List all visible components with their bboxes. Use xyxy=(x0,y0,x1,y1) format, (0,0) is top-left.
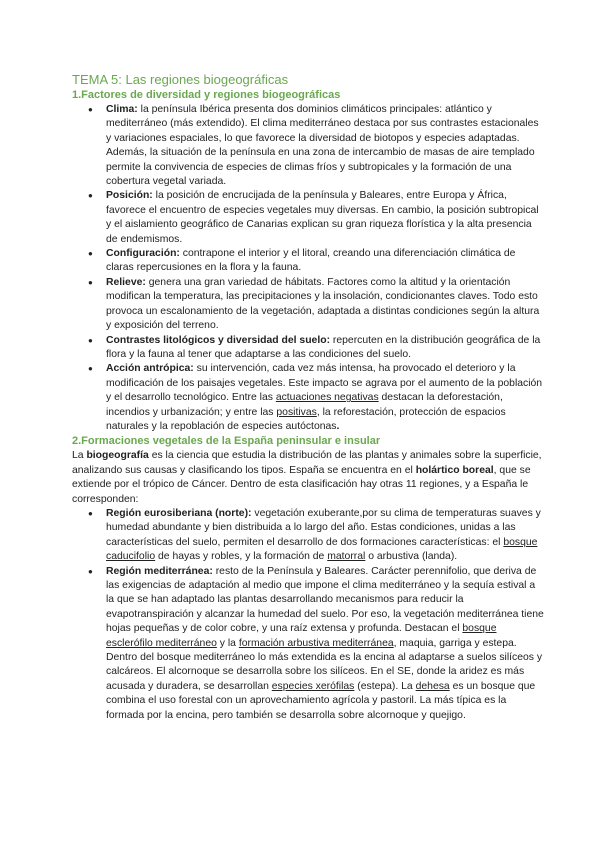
list-item-clima xyxy=(106,103,544,189)
list-item-posicion xyxy=(106,189,544,247)
underlined-especies-xerofilas: especies xerófilas xyxy=(271,680,355,692)
list-item-configuracion xyxy=(106,247,544,276)
text-euro-1: vegetación exuberante,por su clima de temperaturas suaves y humedad abundante y bien distribuida a lo largo del año. Estas condiciones, unidas a las características del suelo, permiten el desarrollo de dos formaciones características: el xyxy=(106,507,541,548)
biogeografia-paragraph xyxy=(72,449,544,507)
text-accion-period: . xyxy=(336,420,340,432)
term-clima: Clima: xyxy=(106,104,138,115)
list-item-mediterranea xyxy=(106,565,544,723)
list-item-accion-antropica xyxy=(106,362,544,434)
bold-holartico-boreal: holártico boreal xyxy=(415,464,494,476)
underlined-bosque-esclerofilo: bosque esclerófilo mediterráneo xyxy=(106,623,497,649)
term-posicion: Posición: xyxy=(106,190,153,202)
text-clima: la península Ibérica presenta dos dominios climáticos principales: atlántico y mediterráneo (más extendido). El clima mediterráneo destaca por sus contrastes estacionales y variaciones espaciales, lo que favorece la diversidad de biotopos y especies adaptadas. Además, la situación de la península en una zona de intercambio de masas de aire templado permite la convivencia de especies de climas fríos y subtropicales y la formación de una cobertura vegetal variada. xyxy=(106,104,539,188)
underlined-dehesa: dehesa xyxy=(415,680,450,692)
term-mediterranea: Región mediterránea: xyxy=(106,565,213,577)
underlined-actuaciones-negativas: actuaciones negativas xyxy=(275,392,379,404)
text-contrastes: repercuten en la distribución geográfica de la flora y la fauna al tener que adaptarse a las condiciones del suelo. xyxy=(106,334,541,360)
text-euro-2: de hayas y robles, y la formación de xyxy=(155,551,328,563)
section-2-heading: 2.Formaciones vegetales de la España peninsular e insular xyxy=(72,435,381,448)
intro-text-0: La xyxy=(72,450,87,462)
factors-list xyxy=(72,103,544,434)
intro-text-1: es la ciencia que estudia la distribución de las plantas y animales sobre la superficie, analizando sus causas y clasificando los tipos. España se encuentra en el xyxy=(72,450,542,476)
term-relieve: Relieve: xyxy=(106,276,146,288)
text-posicion: la posición de encrucijada de la península y Baleares, entre Europa y África, favorece el encuentro de especies vegetales muy diversas. En cambio, la posición subtropical y el aislamiento geográfico de Canarias explican su gran riqueza florística y la alta presencia de endemismos. xyxy=(106,190,539,245)
text-configuracion: contrapone el interior y el litoral, creando una diferenciación climática de claras repercusiones en la flora y la fauna. xyxy=(106,248,516,274)
document-title: TEMA 5: Las regiones biogeográficas xyxy=(72,72,289,87)
text-accion-1: su intervención, cada vez más intensa, ha provocado el deterioro y la modificación de los paisajes vegetales. Este impacto se agrava por el aumento de la población y el desarrollo tecnológico. Entre las xyxy=(106,363,543,404)
underlined-bosque-caducifolio: bosque caducifolio xyxy=(106,536,538,563)
list-item-contrastes xyxy=(106,334,544,363)
term-contrastes: Contrastes litológicos y diversidad del suelo: xyxy=(106,334,331,346)
section-1-heading: 1.Factores de diversidad y regiones biogeográficas xyxy=(72,89,341,101)
underlined-formacion-arbustiva: formación arbustiva mediterránea xyxy=(238,637,394,649)
term-eurosiberiana: Región eurosiberiana (norte): xyxy=(106,507,252,519)
text-accion-3: , la reforestación, protección de espacios naturales y la repoblación de especies autóctonas xyxy=(106,406,506,432)
term-configuracion: Configuración: xyxy=(106,248,180,260)
text-med-2: y la xyxy=(216,637,239,649)
text-euro-3: o arbustiva (landa). xyxy=(365,551,458,563)
term-accion-antropica: Acción antrópica: xyxy=(106,363,194,375)
text-accion-2: destacan la deforestación, incendios y urbanización; y entre las xyxy=(106,392,503,418)
text-med-5: es un bosque que combina el uso forestal con un aprovechamiento agrícola y pastoril. La más típica es la formada por la encina, pero también se desarrolla sobre alcornoque y quejigo. xyxy=(106,680,536,721)
list-item-eurosiberiana xyxy=(106,507,544,565)
underlined-matorral: matorral xyxy=(327,551,366,563)
text-med-4: (estepa). La xyxy=(354,680,416,692)
bold-biogeografia: biogeografía xyxy=(86,450,149,462)
regions-list xyxy=(72,507,544,723)
underlined-positivas: positivas xyxy=(276,406,317,418)
text-med-1: resto de la Península y Baleares. Carácter perennifolio, que deriva de las exigencias de adaptación al medio que impone el clima mediterráneo y la sequía estival a la que se han adaptado las plantas desarrollando mecanismos para reducir la evapotranspiración y alcanzar la humedad del suelo. Por eso, la vegetación mediterránea tiene hojas pequeñas y de color cobre, y una raíz extensa y profunda. Destacan el xyxy=(106,565,544,635)
text-med-3: , maquia, garriga y estepa. Dentro del bosque mediterráneo lo más extendida es la encina al adaptarse a suelos silíceos y calcáreos. El alcornoque se desarrolla sobre los silíceos. En el SE, donde la aridez es más acusada y duradera, se desarrollan xyxy=(106,637,543,692)
list-item-relieve xyxy=(106,276,544,334)
intro-text-2: , que se extiende por el trópico de Cáncer. Dentro de esta clasificación hay otras 11 regiones, y a España le corresponden: xyxy=(72,464,531,505)
text-relieve: genera una gran variedad de hábitats. Factores como la altitud y la orientación modifican la temperatura, las precipitaciones y la insolación, condicionantes claves. Todo esto provoca un escalonamiento de la vegetación, adaptada a distintas condiciones según la altura y exposición del terreno. xyxy=(106,276,540,332)
